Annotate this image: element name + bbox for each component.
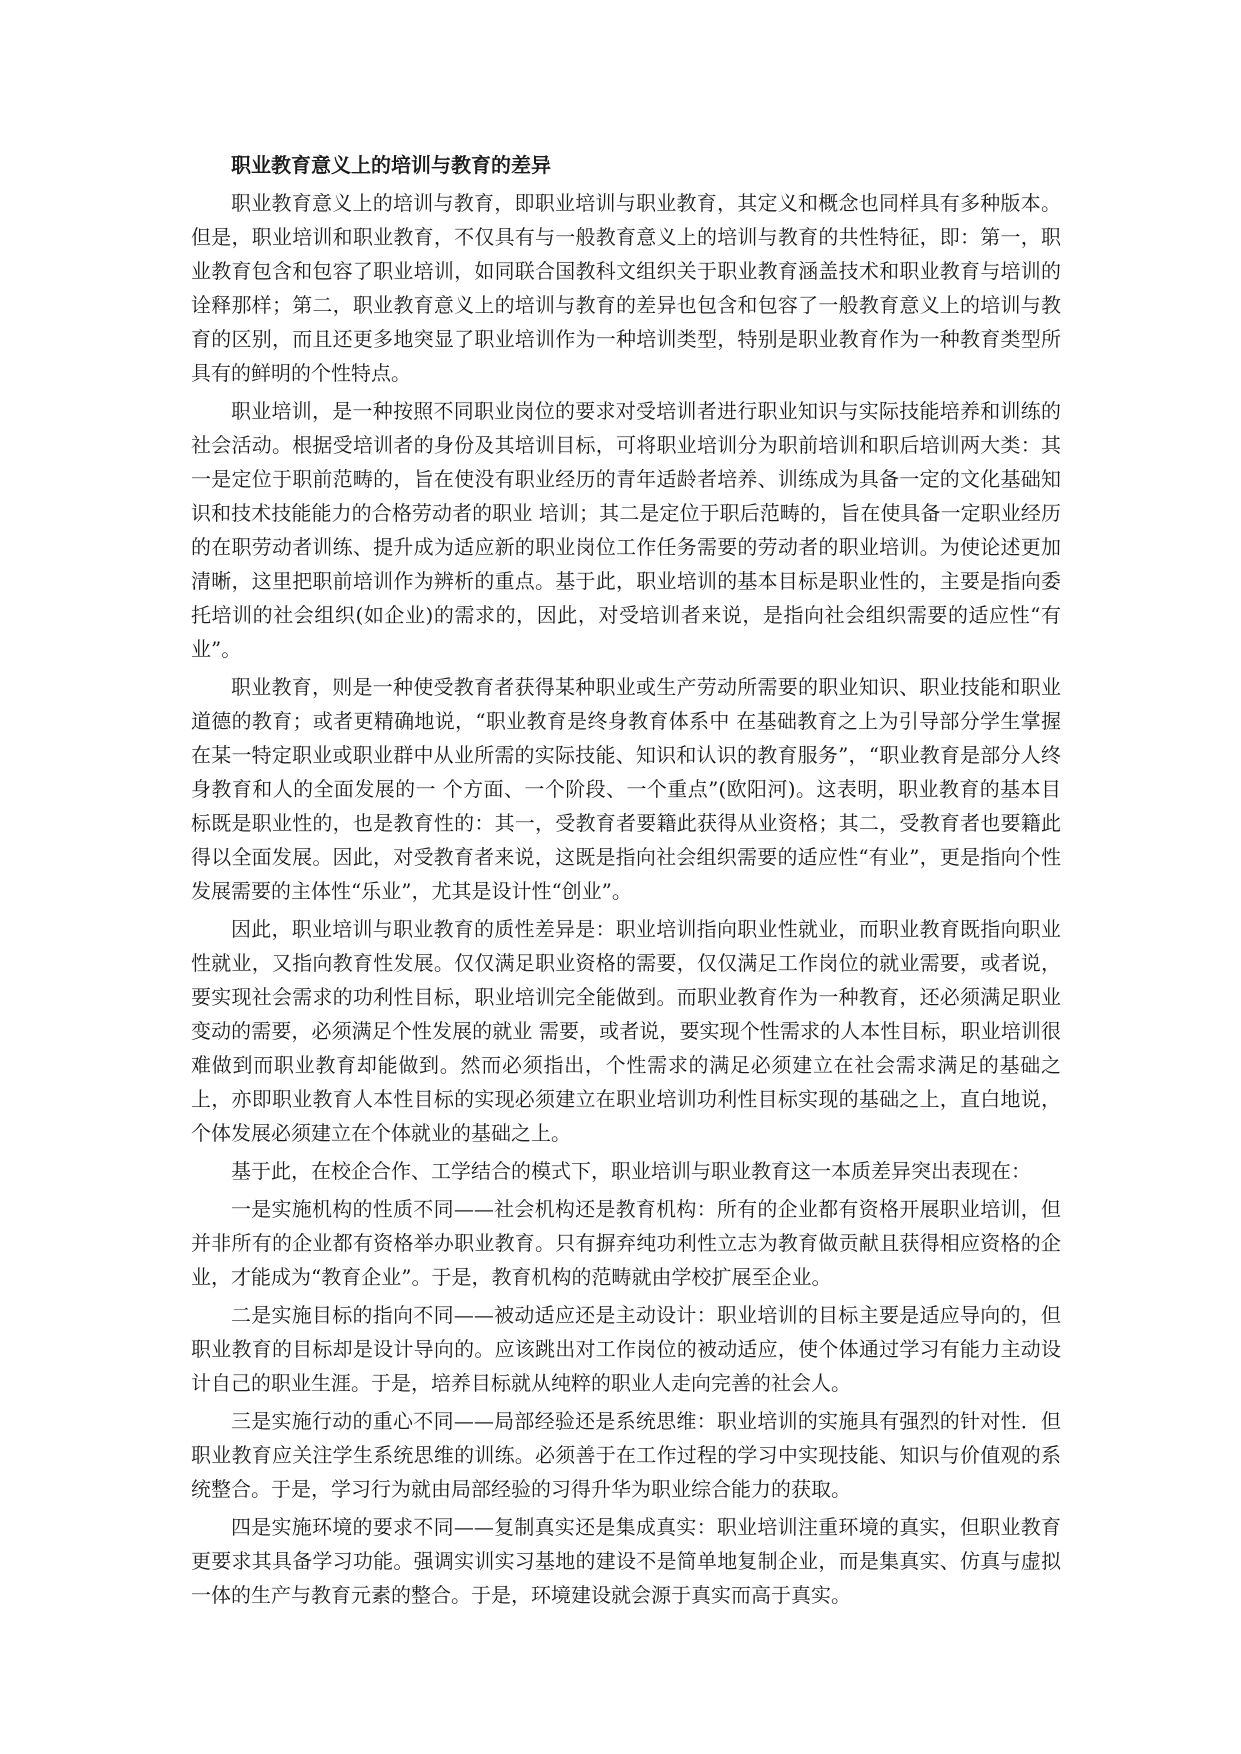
document-page <box>191 148 1061 1612</box>
paragraph-3: 职业教育，则是一种使受教育者获得某种职业或生产劳动所需要的职业知识、职业技能和职业道德的教育；或者更精确地说，“职业教育是终身教育体系中 在基础教育之上为引导部分学生掌握在某一特定职业或职业群中从业所需的实际技能、知识和认识的教育服务”，“职业教育是部分人终身教育和人的全面发展的一 个方面、一个阶段、一个重点”(欧阳河)。这表明，职业教育的基本目标既是职业性的，也是教育性的：其一，受教育者要籍此获得从业资格；其二，受教育者也要籍此得以全面发展。因此，对受教育者来说，这既是指向社会组织需要的适应性“有业”，更是指向个性发展需要的主体性“乐业”，尤其是设计性“创业”。 <box>191 675 1061 903</box>
document-title: 职业教育意义上的培训与教育的差异 <box>231 153 551 177</box>
paragraph-8: 三是实施行动的重心不同——局部经验还是系统思维：职业培训的实施具有强烈的针对性．但职业教育应关注学生系统思维的训练。必须善于在工作过程的学习中实现技能、知识与价值观的系统整合。于是，学习行为就由局部经验的习得升华为职业综合能力的获取。 <box>191 1409 1061 1501</box>
paragraph-2: 职业培训，是一种按照不同职业岗位的要求对受培训者进行职业知识与实际技能培养和训练的社会活动。根据受培训者的身份及其培训目标，可将职业培训分为职前培训和职后培训两大类：其一是定位于职前范畴的，旨在使没有职业经历的青年适龄者培养、训练成为具备一定的文化基础知识和技术技能能力的合格劳动者的职业 培训；其二是定位于职后范畴的，旨在使具备一定职业经历的在职劳动者训练、提升成为适应新的职业岗位工作任务需要的劳动者的职业培训。为使论述更加清晰，这里把职前培训作为辨析的重点。基于此，职业培训的基本目标是职业性的，主要是指向委托培训的社会组织(如企业)的需求的，因此，对受培训者来说，是指向社会组织需要的适应性“有业”。 <box>191 399 1061 661</box>
paragraph-9: 四是实施环境的要求不同——复制真实还是集成真实：职业培训注重环境的真实，但职业教育更要求其具备学习功能。强调实训实习基地的建设不是简单地复制企业，而是集真实、仿真与虚拟一体的生产与教育元素的整合。于是，环境建设就会源于真实而高于真实。 <box>191 1515 1061 1607</box>
paragraph-4: 因此，职业培训与职业教育的质性差异是：职业培训指向职业性就业，而职业教育既指向职业性就业，又指向教育性发展。仅仅满足职业资格的需要，仅仅满足工作岗位的就业需要，或者说，要实现社会需求的功利性目标，职业培训完全能做到。而职业教育作为一种教育，还必须满足职业变动的需要，必须满足个性发展的就业 需要，或者说，要实现个性需求的人本性目标，职业培训很难做到而职业教育却能做到。然而必须指出，个性需求的满足必须建立在社会需求满足的基础之上，亦即职业教育人本性目标的实现必须建立在职业培训功利性目标实现的基础之上，直白地说，个体发展必须建立在个体就业的基础之上。 <box>191 917 1061 1145</box>
paragraph-7: 二是实施目标的指向不同——被动适应还是主动设计：职业培训的目标主要是适应导向的，但职业教育的目标却是设计导向的。应该跳出对工作岗位的被动适应，使个体通过学习有能力主动设计自己的职业生涯。于是，培养目标就从纯粹的职业人走向完善的社会人。 <box>191 1303 1061 1395</box>
paragraph-1: 职业教育意义上的培训与教育，即职业培训与职业教育，其定义和概念也同样具有多种版本。但是，职业培训和职业教育，不仅具有与一般教育意义上的培训与教育的共性特征，即：第一，职业教育包含和包容了职业培训，如同联合国教科文组织关于职业教育涵盖技术和职业教育与培训的诠释那样；第二，职业教育意义上的培训与教育的差异也包含和包容了一般教育意义上的培训与教育的区别，而且还更多地突显了职业培训作为一种培训类型，特别是职业教育作为一种教育类型所具有的鲜明的个性特点。 <box>191 191 1061 385</box>
paragraph-5: 基于此，在校企合作、工学结合的模式下，职业培训与职业教育这一本质差异突出表现在： <box>231 1159 1031 1183</box>
paragraph-6: 一是实施机构的性质不同——社会机构还是教育机构：所有的企业都有资格开展职业培训，但并非所有的企业都有资格举办职业教育。只有摒弃纯功利性立志为教育做贡献且获得相应资格的企业，才能成为“教育企业”。于是，教育机构的范畴就由学校扩展至企业。 <box>191 1197 1061 1289</box>
